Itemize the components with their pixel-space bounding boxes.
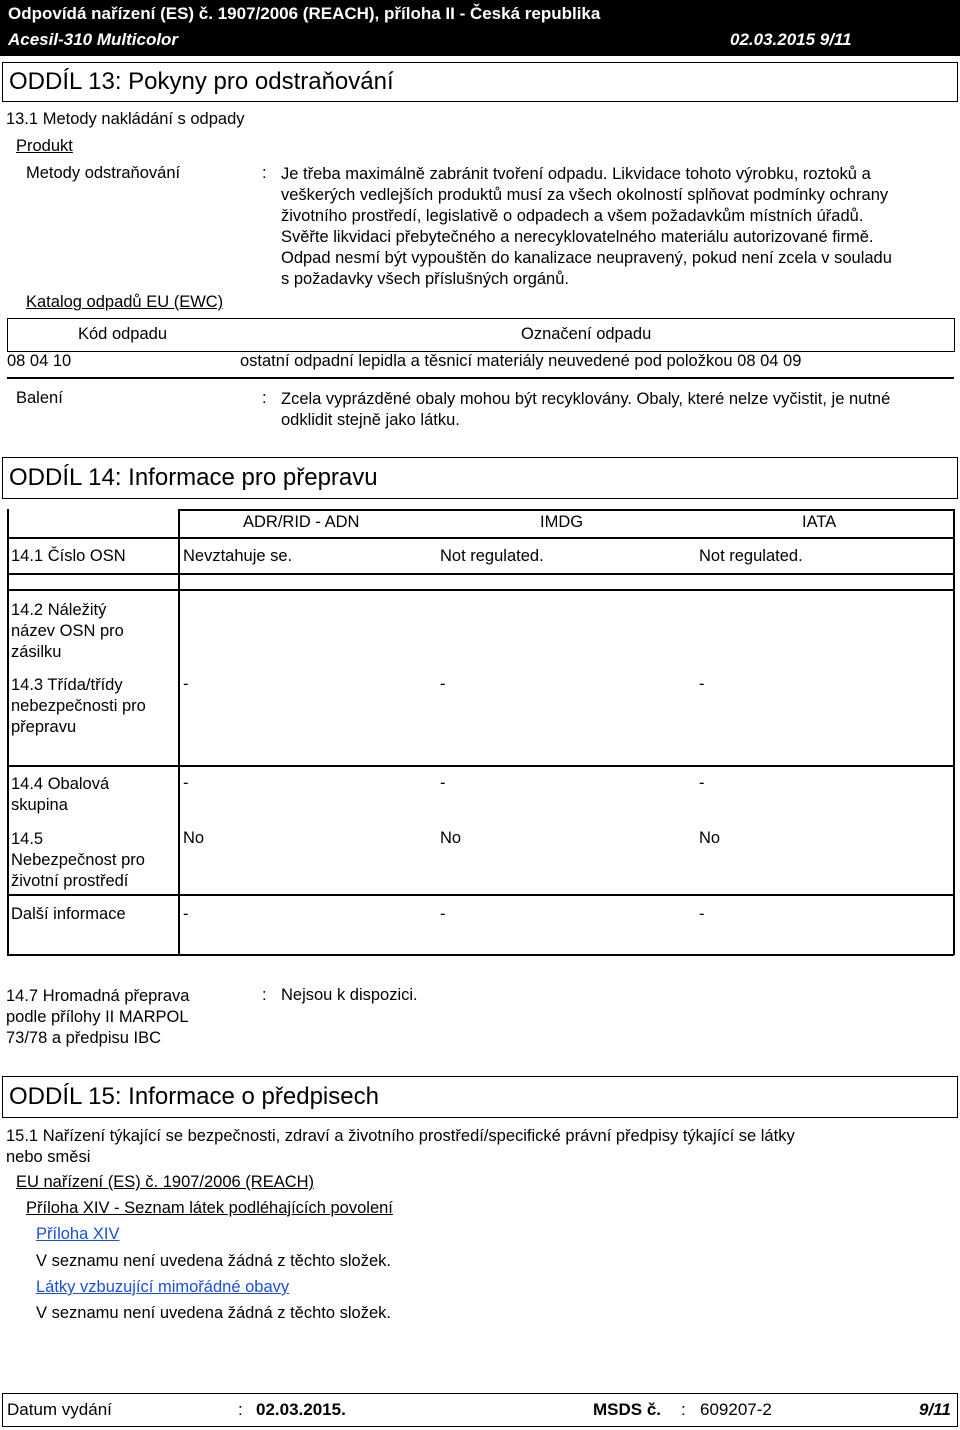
packaging-label: Balení — [16, 389, 63, 407]
divider — [7, 894, 954, 896]
packing-group-imdg: - — [440, 774, 446, 792]
additional-info-imdg: - — [440, 905, 446, 923]
additional-info-label: Další informace — [11, 905, 126, 923]
text-line: Odpad nesmí být vypouštěn do kanalizace neupravený, pokud není zcela v souladu — [281, 249, 892, 267]
hazard-class-adr: - — [183, 675, 189, 693]
reach-regulation-heading: EU nařízení (ES) č. 1907/2006 (REACH) — [16, 1173, 315, 1191]
label-line: přepravu — [11, 718, 77, 736]
section-13-title: ODDÍL 13: Pokyny pro odstraňování — [9, 68, 394, 95]
product-name: Acesil-310 Multicolor — [8, 30, 179, 49]
divider — [178, 509, 180, 955]
page-number: 9/11 — [919, 1400, 951, 1419]
adr-column-header: ADR/RID - ADN — [243, 513, 360, 531]
environmental-hazard-iata: No — [699, 829, 721, 847]
annex-xiv-link[interactable]: Příloha XIV — [36, 1225, 120, 1243]
label-line: 14.5 — [11, 830, 44, 848]
hazard-class-iata: - — [699, 675, 705, 693]
document-footer — [2, 1393, 958, 1427]
heading-line: 15.1 Nařízení týkající se bezpečnosti, zdraví a životního prostředí/specifické právní předpisy týkající se látky — [6, 1127, 795, 1145]
label-line: název OSN pro — [11, 622, 124, 640]
label-line: podle přílohy II MARPOL — [6, 1008, 189, 1026]
environmental-hazard-adr: No — [183, 829, 205, 847]
un-number-iata: Not regulated. — [699, 547, 803, 565]
annex-xiv-text: V seznamu není uvedena žádná z těchto složek. — [36, 1252, 391, 1270]
text-line: Svěřte likvidaci přebytečného a nerecyklovatelného materiálu autorizované firmě. — [281, 228, 874, 246]
label-line: 14.7 Hromadná přeprava — [6, 987, 190, 1005]
section-13-1-heading: 13.1 Metody nakládání s odpady — [6, 110, 245, 128]
section-13-header — [2, 62, 958, 102]
date-page: 02.03.2015 9/11 — [730, 30, 852, 49]
disposal-methods-text — [281, 164, 951, 290]
waste-name: ostatní odpadní lepidla a těsnicí materiály neuvedené pod položkou 08 04 09 — [240, 352, 802, 370]
iata-column-header: IATA — [802, 513, 837, 531]
text-line: Je třeba maximálně zabránit tvoření odpadu. Likvidace tohoto výrobku, roztoků a — [281, 165, 871, 183]
un-number-adr: Nevztahuje se. — [183, 547, 293, 565]
divider — [178, 509, 954, 511]
label-line: 14.2 Náležitý — [11, 601, 107, 619]
packaging-text — [281, 389, 951, 431]
product-label: Produkt — [16, 137, 73, 155]
document-header — [0, 0, 960, 56]
ewc-catalog-label: Katalog odpadů EU (EWC) — [26, 293, 224, 311]
packing-group-iata: - — [699, 774, 705, 792]
colon: : — [238, 1400, 243, 1419]
divider — [7, 537, 954, 539]
packing-group-adr: - — [183, 774, 189, 792]
un-number-label: 14.1 Číslo OSN — [11, 547, 126, 565]
waste-name-column-header: Označení odpadu — [521, 325, 652, 343]
text-line: odklidit stejně jako látku. — [281, 411, 460, 429]
issue-date-label: Datum vydání — [7, 1400, 112, 1419]
waste-table-header — [7, 318, 955, 352]
divider — [953, 509, 955, 955]
hazard-class-imdg: - — [440, 675, 446, 693]
un-number-imdg: Not regulated. — [440, 547, 544, 565]
label-line: zásilku — [11, 643, 62, 661]
msds-label: MSDS č. — [593, 1400, 662, 1419]
section-14-title: ODDÍL 14: Informace pro přepravu — [9, 464, 378, 491]
label-line: skupina — [11, 796, 68, 814]
divider — [7, 509, 9, 955]
section-15-1-heading — [6, 1126, 795, 1168]
label-line: 14.3 Třída/třídy — [11, 676, 123, 694]
divider — [7, 589, 954, 591]
environmental-hazard-label — [11, 829, 145, 892]
text-line: veškerých vedlejších produktů musí za všech okolností splňovat podmínky ochrany — [281, 186, 889, 204]
divider — [7, 765, 954, 767]
svhc-text: V seznamu není uvedena žádná z těchto složek. — [36, 1304, 391, 1322]
msds-number: 609207-2 — [700, 1400, 772, 1419]
waste-code: 08 04 10 — [7, 352, 72, 370]
divider — [7, 954, 954, 956]
additional-info-adr: - — [183, 905, 189, 923]
heading-line: nebo směsi — [6, 1148, 91, 1166]
shipping-name-label — [11, 600, 124, 663]
issue-date: 02.03.2015. — [256, 1400, 346, 1419]
marpol-label — [6, 986, 189, 1049]
svhc-link[interactable]: Látky vzbuzující mimořádné obavy — [36, 1278, 290, 1296]
label-line: 73/78 a předpisu IBC — [6, 1029, 162, 1047]
colon: : — [262, 986, 267, 1004]
imdg-column-header: IMDG — [540, 513, 584, 531]
colon: : — [262, 389, 267, 407]
label-line: životní prostředí — [11, 872, 129, 890]
label-line: nebezpečnosti pro — [11, 697, 146, 715]
annex-xiv-heading: Příloha XIV - Seznam látek podléhajících povolení — [26, 1199, 393, 1217]
section-14-header — [2, 457, 958, 499]
disposal-methods-label: Metody odstraňování — [26, 164, 181, 182]
regulation-line: Odpovídá nařízení (ES) č. 1907/2006 (REACH), příloha II - Česká republika — [8, 4, 601, 23]
section-15-header — [2, 1076, 958, 1118]
additional-info-iata: - — [699, 905, 705, 923]
marpol-value: Nejsou k dispozici. — [281, 986, 418, 1004]
environmental-hazard-imdg: No — [440, 829, 462, 847]
text-line: životního prostředí, legislativě o odpadech a všem požadavkům místních úřadů. — [281, 207, 864, 225]
packing-group-label — [11, 774, 109, 816]
section-15-title: ODDÍL 15: Informace o předpisech — [9, 1083, 379, 1110]
label-line: 14.4 Obalová — [11, 775, 110, 793]
hazard-class-label — [11, 675, 146, 738]
waste-code-column-header: Kód odpadu — [78, 325, 168, 343]
colon: : — [262, 164, 267, 182]
label-line: Nebezpečnost pro — [11, 851, 145, 869]
divider — [7, 573, 954, 575]
divider — [7, 377, 954, 379]
text-line: Zcela vyprázděné obaly mohou být recyklovány. Obaly, které nelze vyčistit, je nutné — [281, 390, 891, 408]
colon: : — [681, 1400, 686, 1419]
text-line: s požadavky všech příslušných orgánů. — [281, 270, 569, 288]
